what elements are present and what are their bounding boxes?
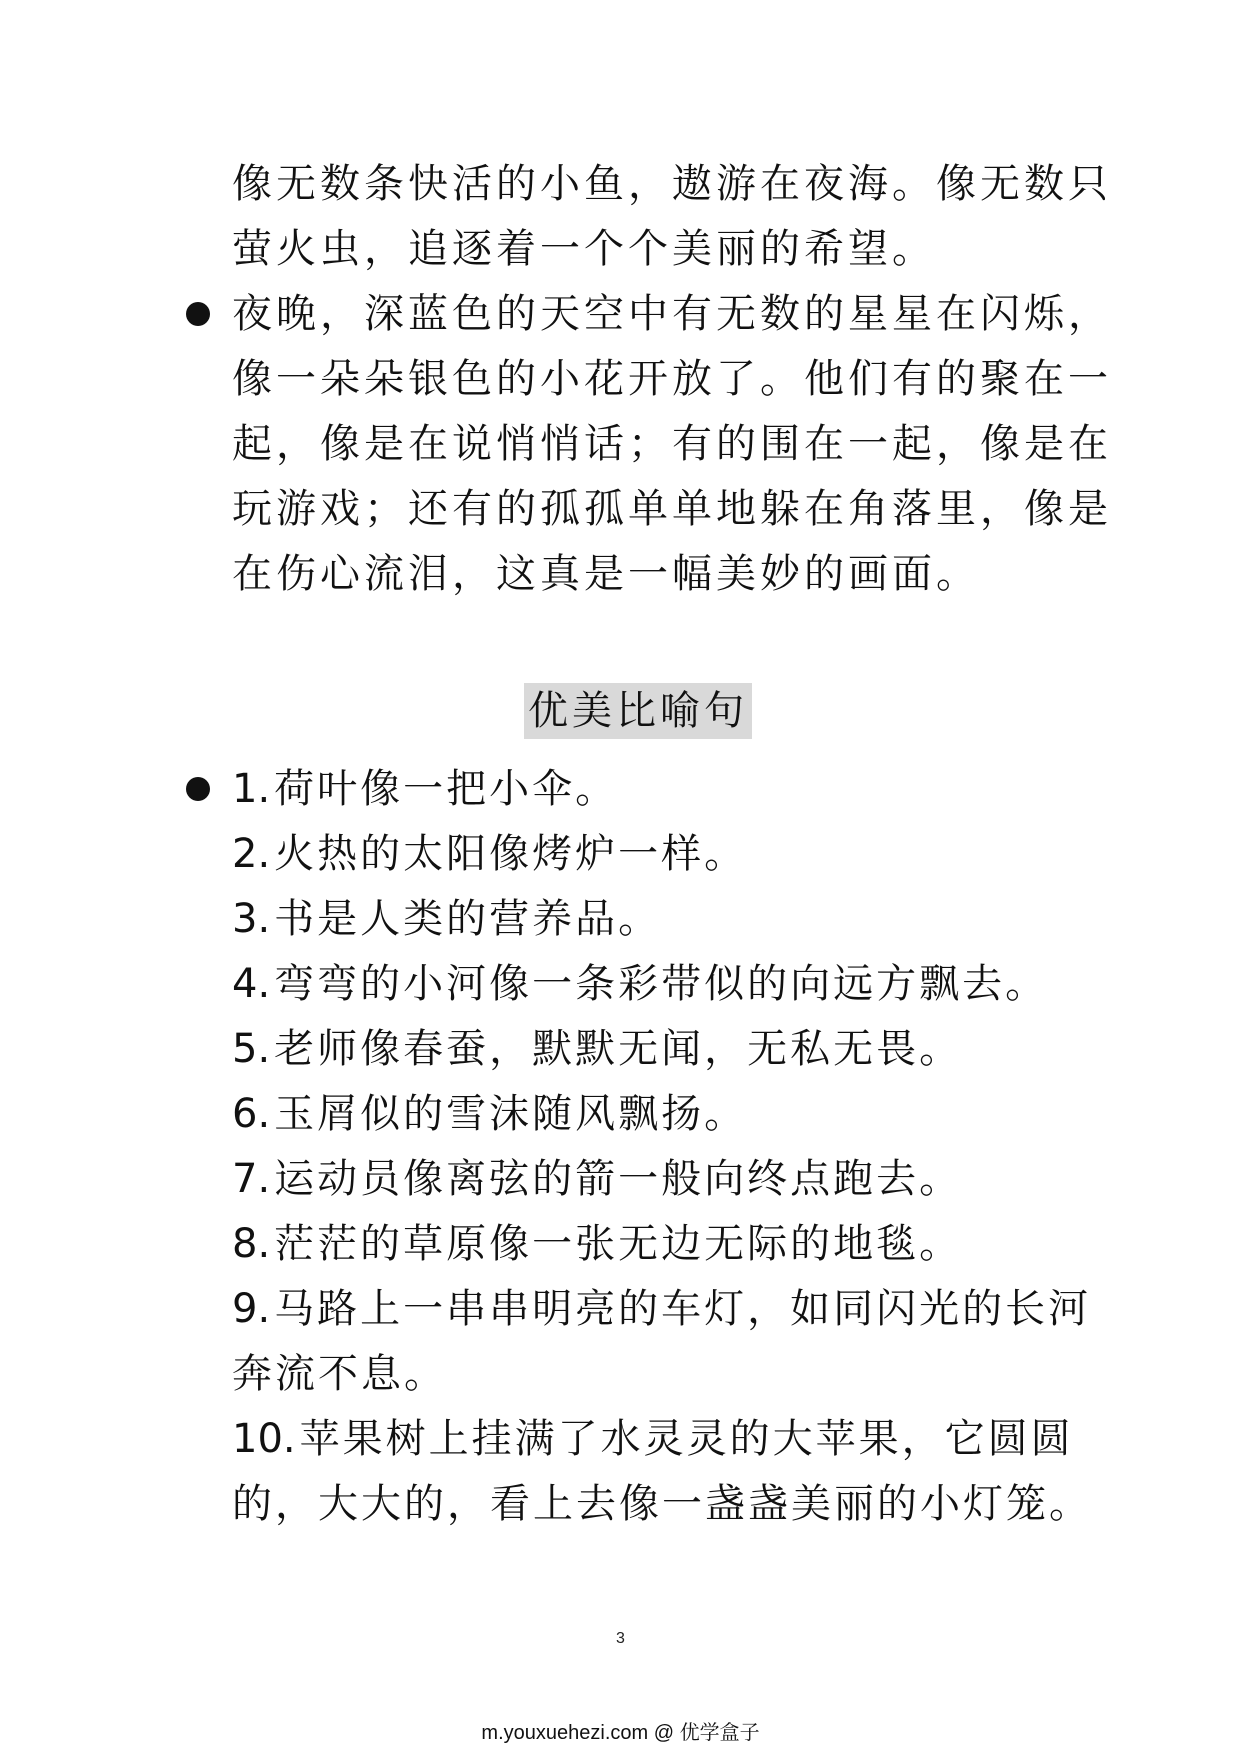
- simile-list: [232, 757, 1092, 1537]
- list-item-text: 茫茫的草原像一张无边无际的地毯。: [274, 1221, 963, 1267]
- list-item-text: 老师像春蚕，默默无闻，无私无畏。: [274, 1026, 963, 1072]
- text-line: 玩游戏；还有的孤孤单单地躲在角落里，像是: [232, 486, 1112, 532]
- list-item: [232, 1277, 1092, 1342]
- list-item-number: 3.: [232, 896, 271, 942]
- list-item-text: 荷叶像一把小伞。: [274, 766, 619, 812]
- list-item: [232, 757, 1052, 822]
- list-item-number: 2.: [232, 831, 271, 877]
- list-item: [232, 1017, 1052, 1082]
- list-item: [232, 822, 1052, 887]
- document-body: [232, 152, 1112, 1537]
- list-item-number: 5.: [232, 1026, 271, 1072]
- list-item-text: 苹果树上挂满了水灵灵的大苹果，它圆圆: [299, 1416, 1074, 1462]
- bullet-line: [232, 282, 1112, 347]
- section-title: 优美比喻句: [524, 683, 752, 739]
- list-item-text: 马路上一串串明亮的车灯，如同闪光的长河: [274, 1286, 1092, 1332]
- list-item-continuation: 奔流不息。: [232, 1351, 447, 1397]
- text-line: 在伤心流泪，这真是一幅美妙的画面。: [232, 551, 980, 597]
- paragraph-stars: [232, 282, 1112, 607]
- list-item-continuation: 的，大大的，看上去像一盏盏美丽的小灯笼。: [232, 1481, 1092, 1527]
- footer-watermark: m.youxuehezi.com @ 优学盒子: [481, 1722, 760, 1744]
- list-item: [232, 887, 1052, 952]
- list-item-number: 10.: [232, 1416, 296, 1462]
- list-item: [232, 1147, 1052, 1212]
- text-line: 像无数条快活的小鱼，遨游在夜海。像无数只: [232, 161, 1112, 207]
- bullet-dot-icon: [186, 302, 210, 326]
- list-item-text: 火热的太阳像烤炉一样。: [274, 831, 748, 877]
- list-item-text: 运动员像离弦的箭一般向终点跑去。: [274, 1156, 963, 1202]
- list-item-text: 玉屑似的雪沫随风飘扬。: [274, 1091, 748, 1137]
- list-item-number: 6.: [232, 1091, 271, 1137]
- list-item: [232, 1407, 1074, 1472]
- list-item-number: 8.: [232, 1221, 271, 1267]
- page-number: 3: [616, 1630, 625, 1647]
- bullet-dot-icon: [186, 777, 210, 801]
- text-line: 萤火虫，追逐着一个个美丽的希望。: [232, 226, 936, 272]
- section-heading-wrap: [232, 683, 1052, 747]
- list-item-text: 书是人类的营养品。: [274, 896, 662, 942]
- text-line: 起，像是在说悄悄话；有的围在一起，像是在: [232, 421, 1112, 467]
- list-item-number: 9.: [232, 1286, 271, 1332]
- paragraph-continued: [232, 152, 1112, 282]
- list-item-number: 1.: [232, 766, 271, 812]
- list-item: [232, 1082, 1052, 1147]
- list-item-number: 7.: [232, 1156, 271, 1202]
- text-line: 夜晚，深蓝色的天空中有无数的星星在闪烁，: [232, 291, 1112, 337]
- text-line: 像一朵朵银色的小花开放了。他们有的聚在一: [232, 356, 1112, 402]
- list-item-text: 弯弯的小河像一条彩带似的向远方飘去。: [274, 961, 1049, 1007]
- list-item: [232, 952, 1052, 1017]
- list-item-number: 4.: [232, 961, 271, 1007]
- list-item: [232, 1212, 1052, 1277]
